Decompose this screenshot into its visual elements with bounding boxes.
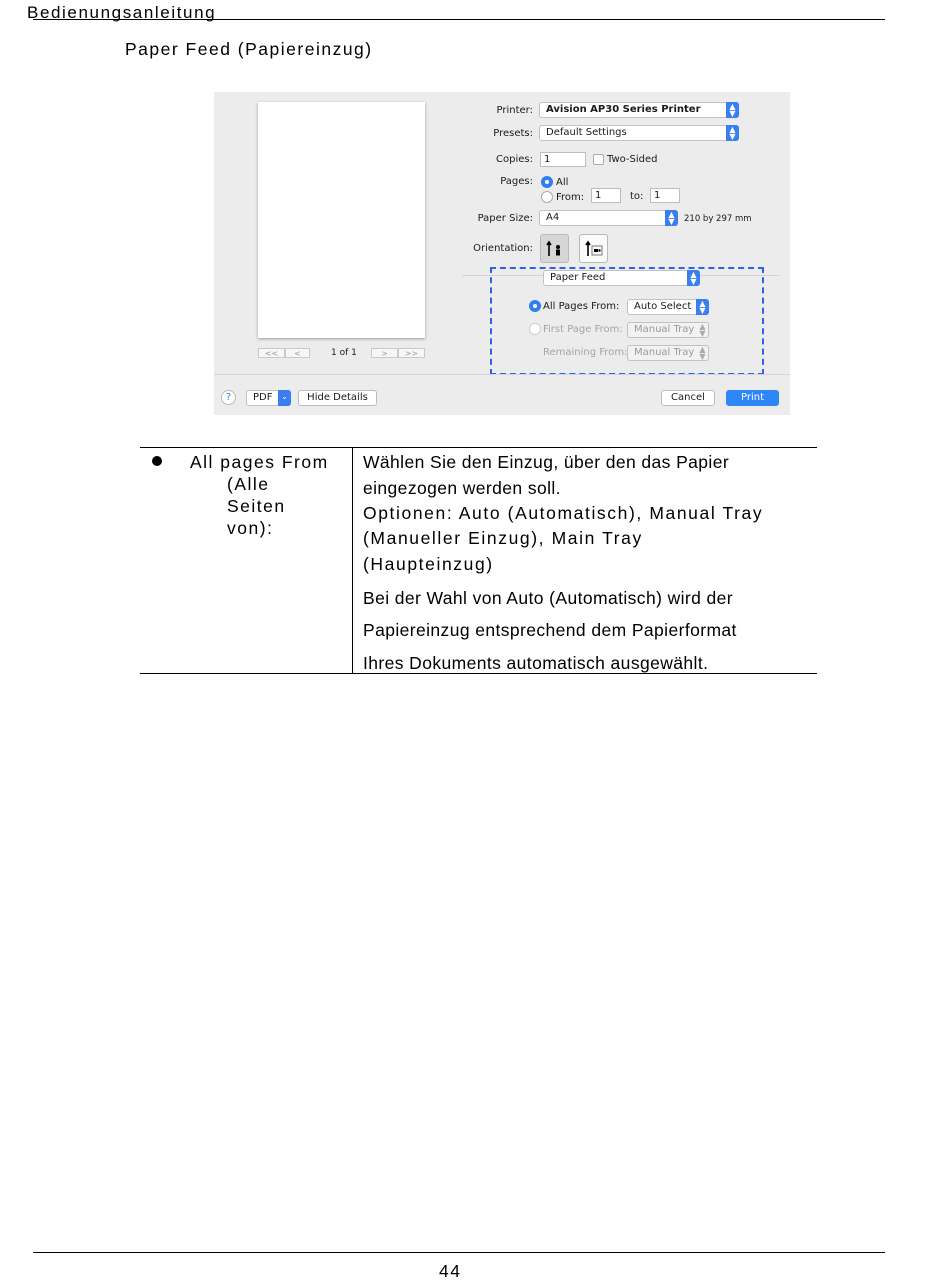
desc-line: Wählen Sie den Einzug, über den das Papier xyxy=(363,452,730,472)
portrait-button[interactable] xyxy=(540,234,569,263)
first-page-value: Manual Tray xyxy=(634,324,695,335)
pages-from-radio[interactable] xyxy=(541,191,553,203)
desc-line: Papiereinzug entsprechend dem Papierformat xyxy=(363,620,737,640)
first-page-label: First Page From: xyxy=(543,324,623,335)
help-button[interactable]: ? xyxy=(221,390,236,405)
remaining-value: Manual Tray xyxy=(634,347,695,358)
term-cell xyxy=(190,451,350,539)
pages-to-label: to: xyxy=(630,191,644,202)
paper-size-select[interactable] xyxy=(539,210,678,226)
preview-last-button[interactable]: >> xyxy=(398,348,425,358)
printer-value: Avision AP30 Series Printer xyxy=(546,104,701,115)
two-sided-checkbox[interactable] xyxy=(593,154,604,165)
cancel-button[interactable]: Cancel xyxy=(661,390,715,406)
doc-header-title: Bedienungsanleitung xyxy=(27,3,217,22)
landscape-icon xyxy=(584,239,604,259)
orientation-label: Orientation: xyxy=(473,243,533,254)
section-select-value: Paper Feed xyxy=(550,272,606,283)
desc-line: eingezogen werden soll. xyxy=(363,478,561,498)
presets-select[interactable] xyxy=(539,125,739,141)
table-top-rule xyxy=(140,447,817,448)
desc-line: Bei der Wahl von Auto (Automatisch) wird der xyxy=(363,588,734,608)
presets-value: Default Settings xyxy=(546,127,627,138)
chevron-updown-icon: ▲ ▼ xyxy=(699,322,706,338)
copies-label: Copies: xyxy=(496,154,533,165)
preview-first-button[interactable]: << xyxy=(258,348,285,358)
desc-line: Ihres Dokuments automatisch ausgewählt. xyxy=(363,653,709,673)
chevron-updown-icon: ▲ ▼ xyxy=(726,102,739,118)
term-line: All pages From xyxy=(190,452,329,472)
paper-feed-highlight-box xyxy=(490,267,764,375)
print-button[interactable]: Print xyxy=(726,390,779,406)
footer-rule xyxy=(33,1252,885,1253)
pdf-menu-button[interactable] xyxy=(246,390,291,406)
all-pages-label: All Pages From: xyxy=(543,301,620,312)
page-preview xyxy=(258,102,425,338)
chevron-updown-icon: ▲ ▼ xyxy=(726,125,739,141)
preview-prev-button[interactable]: < xyxy=(285,348,310,358)
bottom-separator xyxy=(214,374,790,375)
two-sided-label: Two-Sided xyxy=(607,154,658,165)
term-line: Seiten xyxy=(227,496,286,516)
table-divider xyxy=(352,448,353,673)
hide-details-button[interactable]: Hide Details xyxy=(298,390,377,406)
chevron-updown-icon: ▲ ▼ xyxy=(699,345,706,361)
section-title: Paper Feed (Papiereinzug) xyxy=(125,39,373,59)
pages-from-field[interactable]: 1 xyxy=(591,188,621,203)
bullet xyxy=(152,456,162,466)
print-dialog-screenshot xyxy=(214,92,790,415)
landscape-button[interactable] xyxy=(579,234,608,263)
all-pages-value: Auto Select xyxy=(634,301,692,312)
desc-line: (Haupteinzug) xyxy=(363,554,494,574)
paper-size-label: Paper Size: xyxy=(477,213,533,224)
desc-line: Optionen: Auto (Automatisch), Manual Tray xyxy=(363,503,764,523)
pages-all-radio[interactable] xyxy=(541,176,553,188)
printer-select[interactable] xyxy=(539,102,739,118)
page-number: 44 xyxy=(439,1261,462,1281)
pages-from-label: From: xyxy=(556,192,585,203)
term-line: von): xyxy=(227,518,274,538)
preview-next-button[interactable]: > xyxy=(371,348,398,358)
paper-size-value: A4 xyxy=(546,212,560,223)
term-line: (Alle xyxy=(227,474,270,494)
portrait-icon xyxy=(545,239,565,259)
pages-to-field[interactable]: 1 xyxy=(650,188,680,203)
chevron-updown-icon: ▲ ▼ xyxy=(687,270,700,286)
chevron-updown-icon: ▲ ▼ xyxy=(696,299,709,315)
printer-label: Printer: xyxy=(496,105,533,116)
presets-label: Presets: xyxy=(493,128,533,139)
paper-dimensions: 210 by 297 mm xyxy=(684,214,752,224)
copies-field[interactable]: 1 xyxy=(540,152,586,167)
chevron-down-icon: ⌄ xyxy=(278,390,291,406)
header-rule xyxy=(33,19,885,20)
remaining-label: Remaining From: xyxy=(543,347,628,358)
preview-page-count: 1 of 1 xyxy=(331,348,357,358)
pages-all-label: All xyxy=(556,177,569,188)
pdf-label: PDF xyxy=(253,392,273,403)
chevron-updown-icon: ▲ ▼ xyxy=(665,210,678,226)
pages-label: Pages: xyxy=(500,176,533,187)
desc-line: (Manueller Einzug), Main Tray xyxy=(363,528,643,548)
